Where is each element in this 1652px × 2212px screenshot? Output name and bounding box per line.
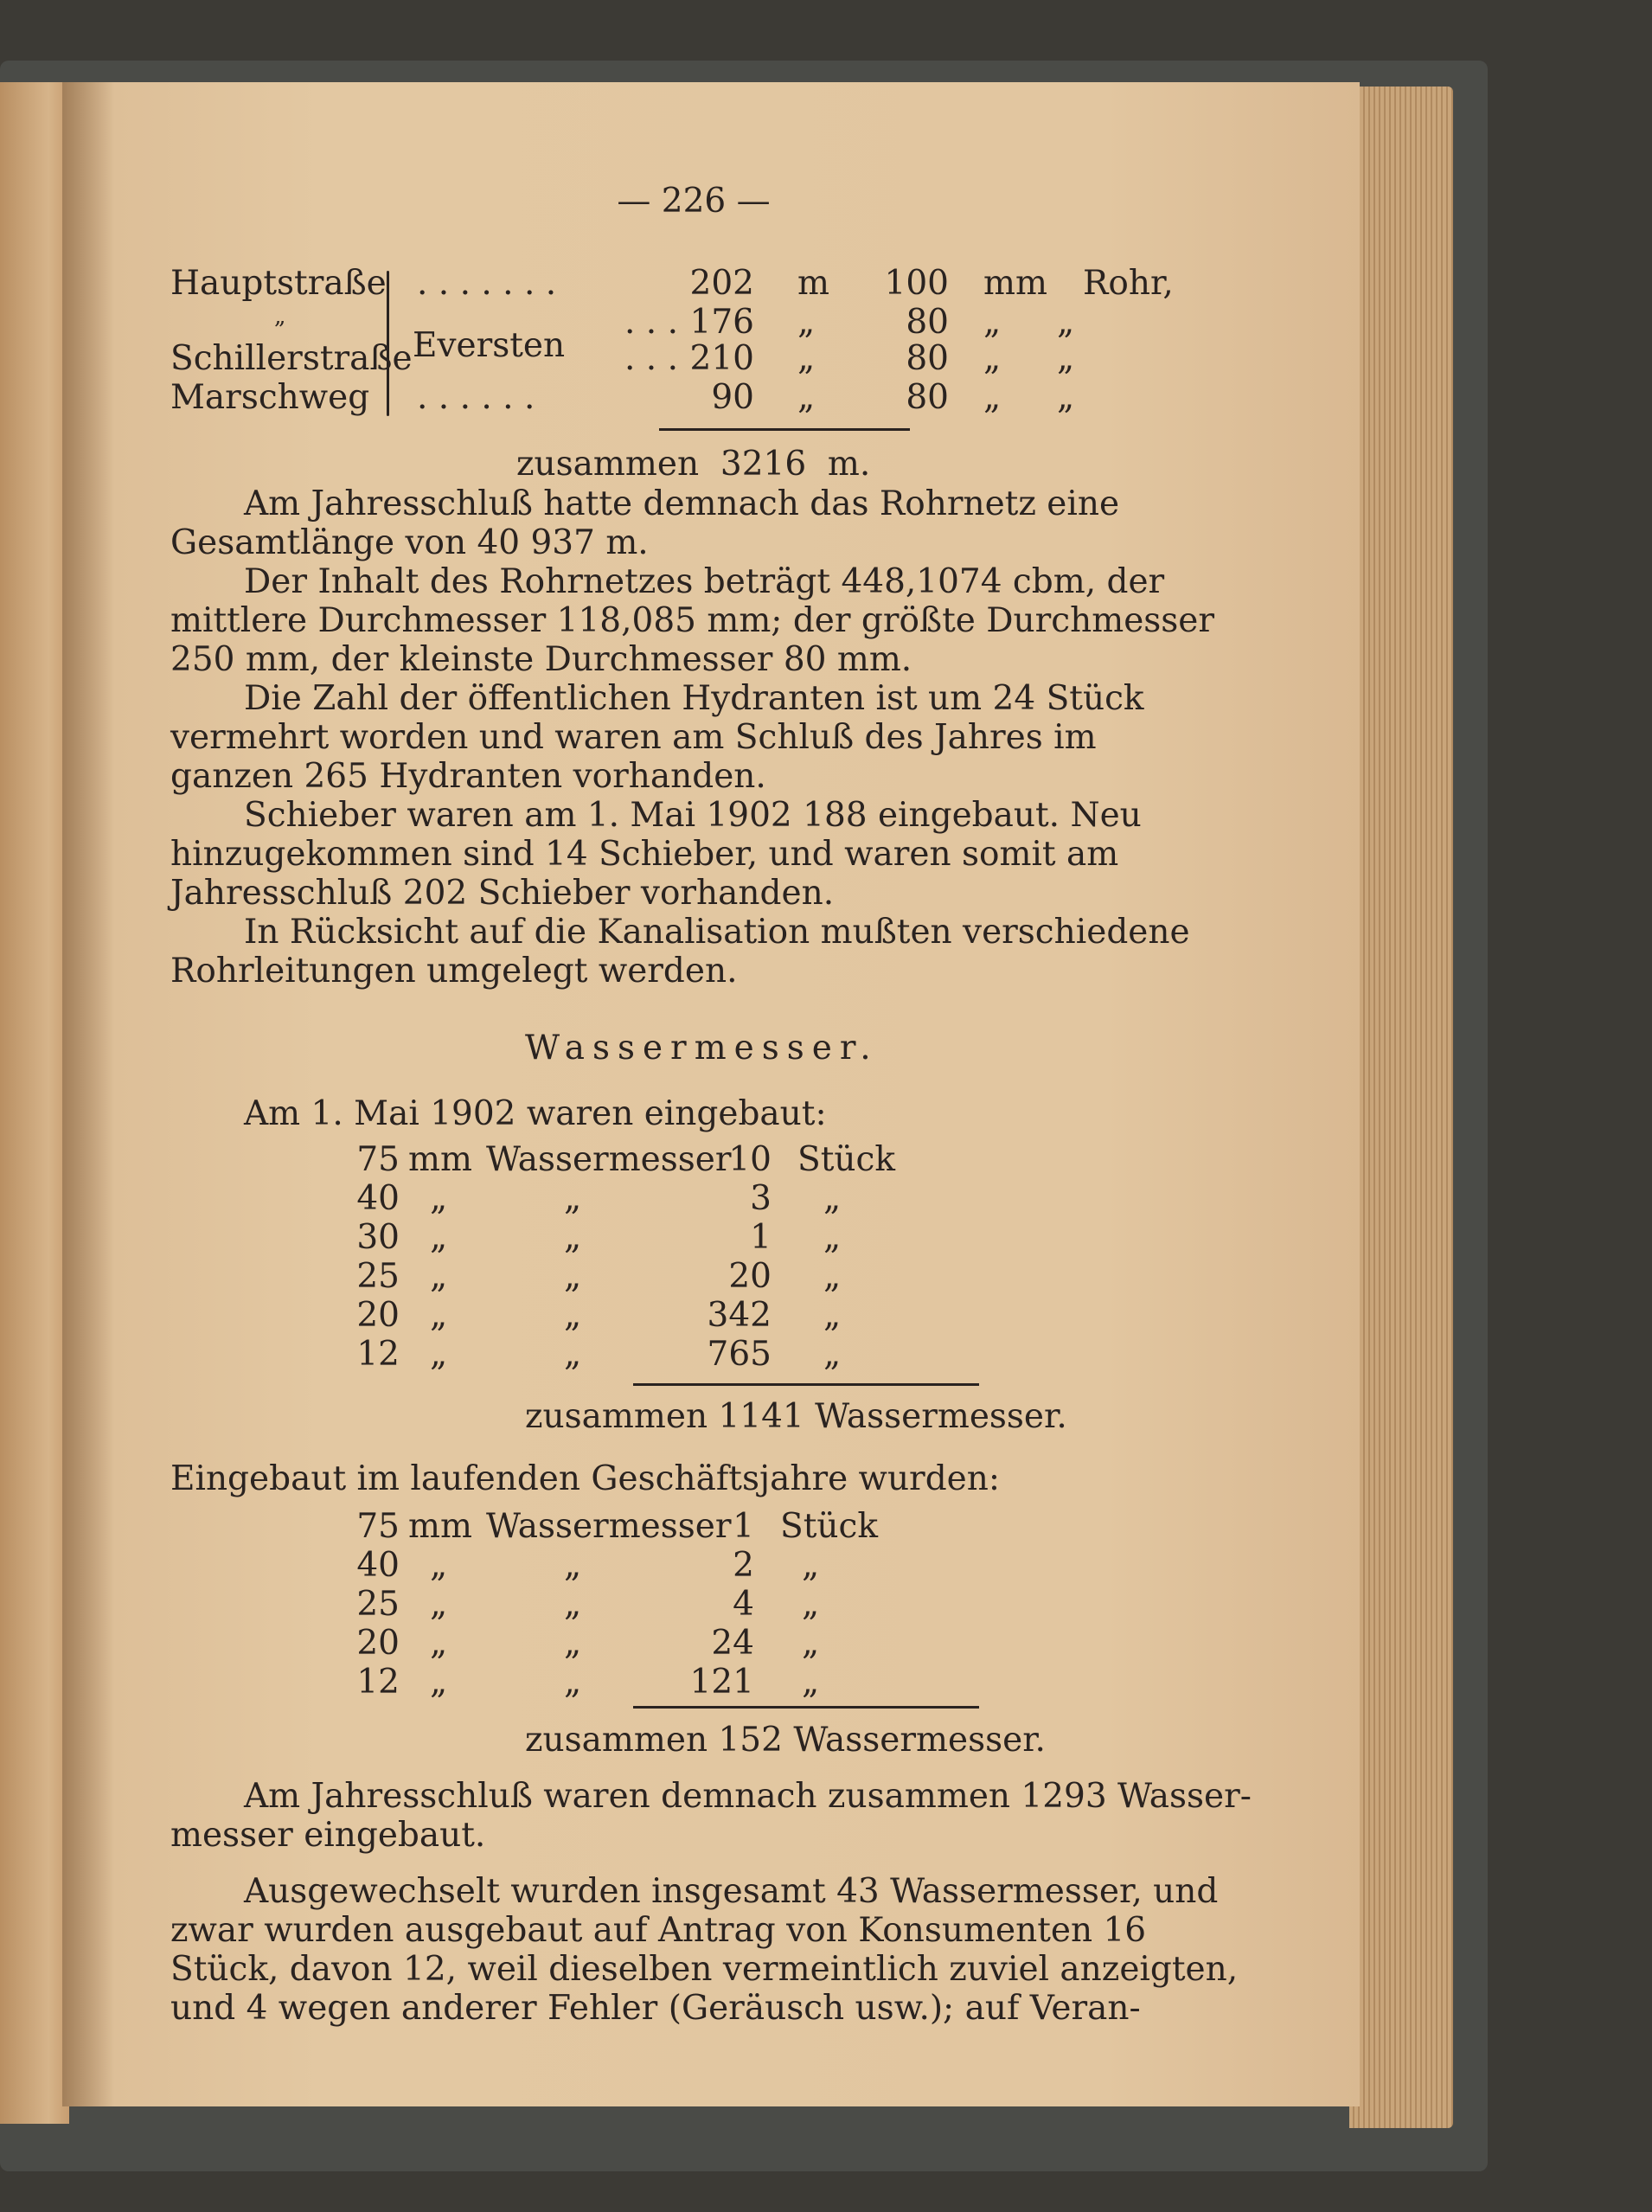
meter-size: 75	[356, 1140, 400, 1179]
meter-name: Wassermesser	[486, 1140, 732, 1179]
length-value: 202	[689, 264, 754, 303]
meter-name: „	[564, 1335, 582, 1374]
meter-size: 75	[356, 1507, 400, 1546]
text-line: zwar wurden ausgebaut auf Antrag von Konsumenten 16	[170, 1911, 1147, 1950]
meter-size: 20	[356, 1624, 400, 1663]
pipe-type: „	[1057, 339, 1075, 378]
meter-size: 25	[356, 1585, 400, 1624]
street-total: zusammen 3216 m.	[516, 445, 871, 484]
street-name: Marschweg	[170, 378, 370, 417]
meter-count: 1	[750, 1218, 772, 1257]
size-unit: „	[430, 1585, 448, 1624]
page-edges	[1349, 87, 1453, 2128]
left-page-edge	[0, 82, 69, 2124]
count-unit: „	[823, 1335, 842, 1374]
size-unit: mm	[408, 1507, 472, 1546]
size-unit: „	[430, 1218, 448, 1257]
leader-dots: . . . . . . .	[417, 264, 557, 303]
meter-count: 24	[711, 1624, 754, 1663]
meter-name: „	[564, 1218, 582, 1257]
meter-size: 40	[356, 1546, 400, 1585]
district-label: Eversten	[413, 326, 566, 365]
count-unit: „	[823, 1296, 842, 1335]
length-unit: „	[797, 303, 816, 342]
text-line: Gesamtlänge von 40 937 m.	[170, 523, 649, 562]
text-line: Jahresschluß 202 Schieber vorhanden.	[170, 874, 835, 913]
meter-size: 30	[356, 1218, 400, 1257]
pipe-type: „	[1057, 378, 1075, 417]
meter-size: 12	[356, 1663, 400, 1702]
size-unit: „	[430, 1546, 448, 1585]
meter-name: „	[564, 1179, 582, 1218]
meter-name: „	[564, 1624, 582, 1663]
size-unit: „	[430, 1257, 448, 1296]
size-unit: „	[430, 1179, 448, 1218]
count-unit: „	[802, 1663, 820, 1702]
table-total: zusammen 1141 Wassermesser.	[525, 1397, 1067, 1436]
meter-name: „	[564, 1663, 582, 1702]
text-line: mittlere Durchmesser 118,085 mm; der größte Durchmesser	[170, 601, 1215, 640]
text-line: hinzugekommen sind 14 Schieber, und waren somit am	[170, 835, 1119, 874]
count-unit: „	[802, 1585, 820, 1624]
diameter-value: 80	[906, 378, 949, 417]
meter-name: „	[564, 1585, 582, 1624]
meter-name: „	[564, 1546, 582, 1585]
meter-count: 1	[733, 1507, 754, 1546]
brace	[387, 271, 389, 416]
text-line: 250 mm, der kleinste Durchmesser 80 mm.	[170, 640, 912, 679]
sum-rule	[633, 1383, 979, 1386]
meter-count: 20	[728, 1257, 772, 1296]
pipe-type: „	[1057, 303, 1075, 342]
text-line: Am Jahresschluß waren demnach zusammen 1293 Wasser-	[244, 1777, 1252, 1816]
size-unit: „	[430, 1624, 448, 1663]
leader-dots: . . .	[624, 303, 678, 342]
leader-dots: . . . . . .	[417, 378, 535, 417]
text-line: Schieber waren am 1. Mai 1902 188 eingebaut. Neu	[244, 796, 1142, 835]
street-name: Hauptstraße	[170, 264, 387, 303]
count-unit: „	[823, 1179, 842, 1218]
leader-dots: . . .	[624, 339, 678, 378]
text-line: und 4 wegen anderer Fehler (Geräusch usw.); auf Veran-	[170, 1989, 1141, 2028]
count-unit: Stück	[780, 1507, 878, 1546]
meter-count: 3	[750, 1179, 772, 1218]
length-unit: „	[797, 339, 816, 378]
meter-count: 2	[733, 1546, 754, 1585]
count-unit: „	[823, 1257, 842, 1296]
page-number: — 226 —	[617, 182, 771, 221]
diameter-unit: mm	[983, 264, 1047, 303]
text-line: Der Inhalt des Rohrnetzes beträgt 448,1074 cbm, der	[244, 562, 1165, 601]
diameter-value: 80	[906, 339, 949, 378]
diameter-value: 80	[906, 303, 949, 342]
meter-name: Wassermesser	[486, 1507, 732, 1546]
meter-size: 25	[356, 1257, 400, 1296]
meter-name: „	[564, 1257, 582, 1296]
sum-rule	[659, 428, 910, 431]
length-value: 90	[711, 378, 754, 417]
text-line: Die Zahl der öffentlichen Hydranten ist um 24 Stück	[244, 679, 1144, 718]
meter-count: 10	[728, 1140, 772, 1179]
text-line: ganzen 265 Hydranten vorhanden.	[170, 757, 766, 796]
diameter-unit: „	[983, 339, 1002, 378]
diameter-unit: „	[983, 378, 1002, 417]
size-unit: „	[430, 1663, 448, 1702]
text-line: Stück, davon 12, weil dieselben vermeintlich zuviel anzeigten,	[170, 1950, 1239, 1989]
text-line: Rohrleitungen umgelegt werden.	[170, 952, 738, 991]
table-total: zusammen 152 Wassermesser.	[525, 1721, 1046, 1760]
count-unit: „	[823, 1218, 842, 1257]
meter-count: 4	[733, 1585, 754, 1624]
text-line: messer eingebaut.	[170, 1816, 486, 1855]
meter-count: 121	[689, 1663, 754, 1702]
meter-size: 20	[356, 1296, 400, 1335]
table-intro: Am 1. Mai 1902 waren eingebaut:	[244, 1094, 827, 1133]
diameter-value: 100	[884, 264, 949, 303]
count-unit: „	[802, 1624, 820, 1663]
meter-count: 342	[707, 1296, 772, 1335]
sum-rule	[633, 1706, 979, 1709]
text-line: Am Jahresschluß hatte demnach das Rohrnetz eine	[244, 484, 1120, 523]
count-unit: „	[802, 1546, 820, 1585]
size-unit: „	[430, 1296, 448, 1335]
diameter-unit: „	[983, 303, 1002, 342]
length-value: 176	[689, 303, 754, 342]
street-name: Schillerstraße	[170, 339, 413, 378]
book-page	[62, 82, 1360, 2106]
length-value: 210	[689, 339, 754, 378]
meter-size: 40	[356, 1179, 400, 1218]
length-unit: m	[797, 264, 829, 303]
count-unit: Stück	[797, 1140, 895, 1179]
section-heading: Wassermesser.	[525, 1029, 879, 1068]
meter-name: „	[564, 1296, 582, 1335]
page-gutter-shadow	[62, 82, 114, 2106]
pipe-type: Rohr,	[1083, 264, 1174, 303]
text-line: In Rücksicht auf die Kanalisation mußten verschiedene	[244, 913, 1190, 952]
length-unit: „	[797, 378, 816, 417]
size-unit: mm	[408, 1140, 472, 1179]
text-line: vermehrt worden und waren am Schluß des Jahres im	[170, 718, 1097, 757]
size-unit: „	[430, 1335, 448, 1374]
table-intro: Eingebaut im laufenden Geschäftsjahre wurden:	[170, 1459, 1001, 1498]
text-line: Ausgewechselt wurden insgesamt 43 Wassermesser, und	[244, 1872, 1219, 1911]
ditto-mark: „	[274, 304, 286, 330]
meter-size: 12	[356, 1335, 400, 1374]
meter-count: 765	[707, 1335, 772, 1374]
